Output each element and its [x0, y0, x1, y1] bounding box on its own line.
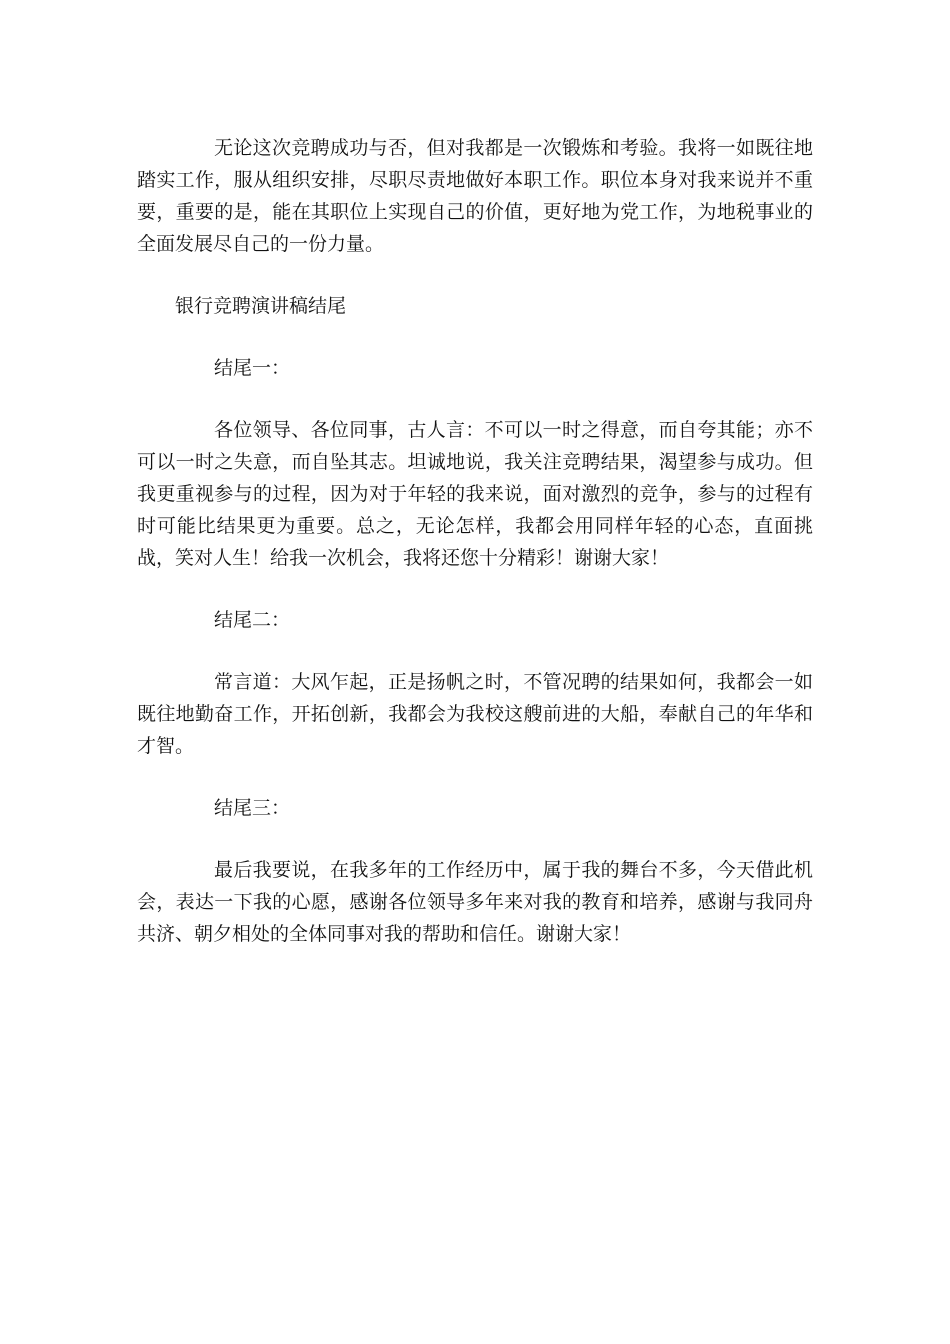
ending-2-text: 常言道：大风乍起，正是扬帆之时，不管况聘的结果如何，我都会一如既往地勤奋工作，开拓创新，我都会为我校这艘前进的大船，奉献自己的年华和才智。 — [137, 671, 813, 757]
ending-3-text: 最后我要说，在我多年的工作经历中，属于我的舞台不多，今天借此机会，表达一下我的心愿，感谢各位领导多年来对我的教育和培养，感谢与我同舟共济、朝夕相处的全体同事对我的帮助和信任。谢谢大家！ — [137, 859, 813, 945]
paragraph-conclusion: 无论这次竞聘成功与否，但对我都是一次锻炼和考验。我将一如既往地踏实工作，服从组织安排，尽职尽责地做好本职工作。职位本身对我来说并不重要，重要的是，能在其职位上实现自己的价值，更好地为党工作，为地税事业的全面发展尽自己的一份力量。 — [137, 137, 813, 255]
ending-3-label: 结尾三： — [214, 797, 291, 819]
document-body — [137, 132, 813, 980]
section-title: 银行竞聘演讲稿结尾 — [175, 295, 347, 317]
ending-1-text: 各位领导、各位同事，古人言：不可以一时之得意，而自夸其能；亦不可以一时之失意，而自坠其志。坦诚地说，我关注竞聘结果，渴望参与成功。但我更重视参与的过程，因为对于年轻的我来说，面对激烈的竞争，参与的过程有时可能比结果更为重要。总之，无论怎样，我都会用同样年轻的心态，直面挑战，笑对人生！给我一次机会，我将还您十分精彩！谢谢大家！ — [137, 419, 813, 569]
ending-2-label: 结尾二： — [214, 609, 291, 631]
ending-1-label: 结尾一： — [214, 357, 291, 379]
